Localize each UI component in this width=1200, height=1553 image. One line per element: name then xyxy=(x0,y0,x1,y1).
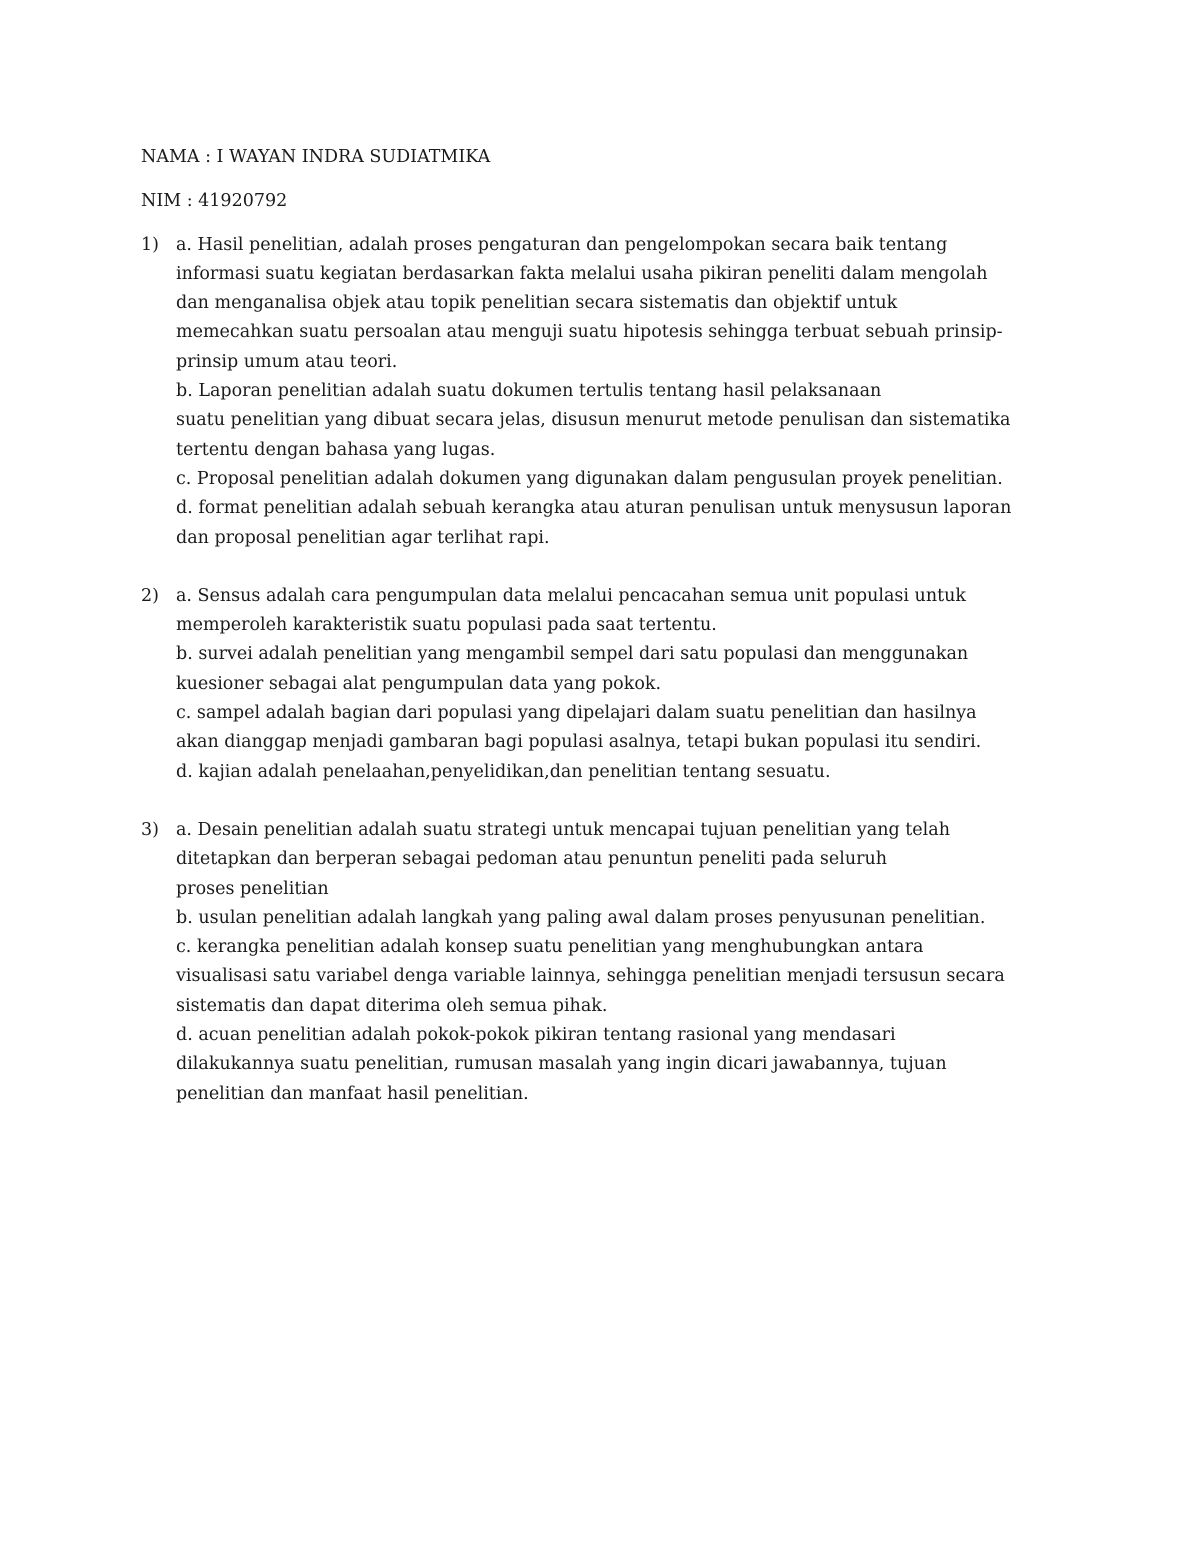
text-line: memperoleh karakteristik suatu populasi pada saat tertentu. xyxy=(176,615,717,636)
question-1 xyxy=(141,231,1061,553)
text-line: sistematis dan dapat diterima oleh semua pihak. xyxy=(176,995,608,1016)
text-line: tertentu dengan bahasa yang lugas. xyxy=(176,439,496,460)
text-line: b. survei adalah penelitian yang mengambil sempel dari satu populasi dan menggunakan xyxy=(176,644,969,665)
student-name: NAMA : I WAYAN INDRA SUDIATMIKA xyxy=(141,147,491,167)
text-line: a. Desain penelitian adalah suatu strategi untuk mencapai tujuan penelitian yang telah xyxy=(176,819,950,840)
answer-2b xyxy=(176,640,1061,699)
text-line: c. kerangka penelitian adalah konsep suatu penelitian yang menghubungkan antara xyxy=(176,937,924,958)
answer-2c xyxy=(176,699,1061,758)
text-line: c. sampel adalah bagian dari populasi yang dipelajari dalam suatu penelitian dan hasilnya xyxy=(176,703,977,724)
text-line: dan proposal penelitian agar terlihat rapi. xyxy=(176,527,550,548)
answer-3a xyxy=(176,816,1061,904)
answer-3d xyxy=(176,1021,1061,1109)
answer-1a xyxy=(176,231,1061,377)
text-line: dan menganalisa objek atau topik penelitian secara sistematis dan objektif untuk xyxy=(176,293,898,314)
text-line: a. Sensus adalah cara pengumpulan data melalui pencacahan semua unit populasi untuk xyxy=(176,585,967,606)
text-line: akan dianggap menjadi gambaran bagi populasi asalnya, tetapi bukan populasi itu sendiri. xyxy=(176,732,982,753)
text-line: kuesioner sebagai alat pengumpulan data yang pokok. xyxy=(176,673,662,694)
text-line: informasi suatu kegiatan berdasarkan fakta melalui usaha pikiran peneliti dalam mengolah xyxy=(176,263,988,284)
answer-3c xyxy=(176,933,1061,1021)
text-line: memecahkan suatu persoalan atau menguji suatu hipotesis sehingga terbuat sebuah prinsip- xyxy=(176,322,1003,343)
answer-1d xyxy=(176,494,1061,553)
text-line: d. format penelitian adalah sebuah kerangka atau aturan penulisan untuk menysusun laporan xyxy=(176,498,1012,519)
text-line: a. Hasil penelitian, adalah proses pengaturan dan pengelompokan secara baik tentang xyxy=(176,234,948,255)
text-line: d. acuan penelitian adalah pokok-pokok pikiran tentang rasional yang mendasari xyxy=(176,1025,896,1046)
answer-3b xyxy=(176,904,1061,933)
answer-2d xyxy=(176,758,1061,787)
text-line: suatu penelitian yang dibuat secara jelas, disusun menurut metode penulisan dan sistematika xyxy=(176,410,1011,431)
text-line: ditetapkan dan berperan sebagai pedoman atau penuntun peneliti pada seluruh xyxy=(176,849,887,870)
text-line: visualisasi satu variabel denga variable lainnya, sehingga penelitian menjadi tersusun secara xyxy=(176,966,1005,987)
text-line: c. Proposal penelitian adalah dokumen yang digunakan dalam pengusulan proyek penelitian. xyxy=(176,468,1003,489)
text-line: dilakukannya suatu penelitian, rumusan masalah yang ingin dicari jawabannya, tujuan xyxy=(176,1054,947,1075)
text-line: b. usulan penelitian adalah langkah yang paling awal dalam proses penyusunan penelitian. xyxy=(176,907,986,928)
question-2 xyxy=(141,582,1061,787)
answer-2a xyxy=(176,582,1061,641)
question-number: 1) xyxy=(141,234,159,255)
text-line: penelitian dan manfaat hasil penelitian. xyxy=(176,1083,529,1104)
text-line: proses penelitian xyxy=(176,878,329,899)
answer-1b xyxy=(176,377,1061,465)
question-number: 3) xyxy=(141,819,159,840)
answer-1c xyxy=(176,465,1061,494)
question-number: 2) xyxy=(141,585,159,606)
student-nim: NIM : 41920792 xyxy=(141,191,288,212)
question-3 xyxy=(141,816,1061,1109)
text-line: b. Laporan penelitian adalah suatu dokumen tertulis tentang hasil pelaksanaan xyxy=(176,381,882,402)
answer-list xyxy=(141,231,1061,1109)
document-content xyxy=(141,143,1061,1138)
text-line: d. kajian adalah penelaahan,penyelidikan,dan penelitian tentang sesuatu. xyxy=(176,761,831,782)
text-line: prinsip umum atau teori. xyxy=(176,351,398,372)
